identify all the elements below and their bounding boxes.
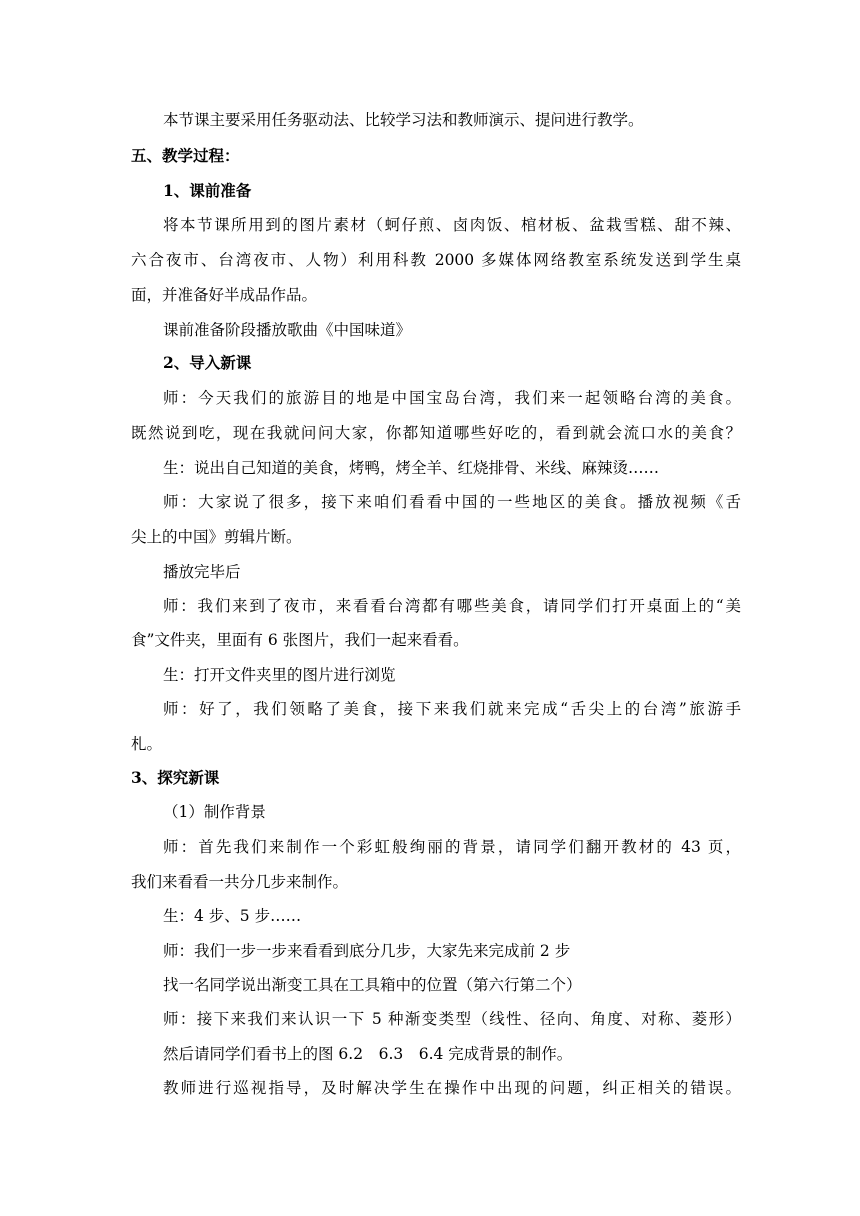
paragraph-line: 师：大家说了很多，接下来咱们看看中国的一些地区的美食。播放视频《舌 bbox=[163, 493, 741, 511]
paragraph-line: 既然说到吃，现在我就问问大家，你都知道哪些好吃的，看到就会流口水的美食？ bbox=[131, 424, 741, 442]
paragraph-line: 尖上的中国》剪辑片断。 bbox=[131, 528, 302, 546]
subsection-heading: 2、导入新课 bbox=[163, 353, 252, 372]
subsection-heading: 3、探究新课 bbox=[131, 768, 220, 787]
paragraph-line: 师：我们一步一步来看看到底分几步，大家先来完成前 2 步 bbox=[163, 942, 571, 960]
paragraph-line: 师：我们来到了夜市，来看看台湾都有哪些美食，请同学们打开桌面上的“美 bbox=[163, 597, 741, 615]
paragraph-line: 六合夜市、台湾夜市、人物）利用科教 2000 多媒体网络教室系统发送到学生桌 bbox=[131, 251, 741, 269]
paragraph-line: 本节课主要采用任务驱动法、比较学习法和教师演示、提问进行教学。 bbox=[163, 111, 644, 129]
paragraph-line: 师：首先我们来制作一个彩虹般绚丽的背景，请同学们翻开教材的 43 页， bbox=[163, 838, 741, 856]
paragraph-line: 播放完毕后 bbox=[163, 563, 241, 581]
paragraph-line: 札。 bbox=[131, 735, 163, 753]
paragraph-line: 师：今天我们的旅游目的地是中国宝岛台湾，我们来一起领略台湾的美食。 bbox=[163, 389, 741, 407]
paragraph-line: 师：接下来我们来认识一下 5 种渐变类型（线性、径向、角度、对称、菱形） bbox=[163, 1010, 741, 1028]
paragraph-line: 我们来看看一共分几步来制作。 bbox=[131, 873, 349, 891]
paragraph-line: （1）制作背景 bbox=[163, 803, 266, 821]
paragraph-line: 生：说出自己知道的美食，烤鸭，烤全羊、红烧排骨、米线、麻辣烫…… bbox=[163, 459, 660, 477]
paragraph-line: 生：打开文件夹里的图片进行浏览 bbox=[163, 666, 396, 684]
section-heading: 五、教学过程： bbox=[131, 146, 240, 165]
paragraph-line: 课前准备阶段播放歌曲《中国味道》 bbox=[163, 321, 412, 339]
paragraph-line: 面，并准备好半成品作品。 bbox=[131, 286, 318, 304]
paragraph-line: 找一名同学说出渐变工具在工具箱中的位置（第六行第二个） bbox=[163, 976, 582, 994]
paragraph-line: 将本节课所用到的图片素材（蚵仔煎、卤肉饭、棺材板、盆栽雪糕、甜不辣、 bbox=[163, 216, 741, 234]
paragraph-line: 生：4 步、5 步…… bbox=[163, 907, 302, 925]
paragraph-line: 师：好了，我们领略了美食，接下来我们就来完成“舌尖上的台湾”旅游手 bbox=[163, 700, 741, 718]
paragraph-line: 教师进行巡视指导，及时解决学生在操作中出现的问题，纠正相关的错误。 bbox=[163, 1079, 741, 1097]
paragraph-line: 食”文件夹，里面有 6 张图片，我们一起来看看。 bbox=[131, 631, 469, 649]
subsection-heading: 1、课前准备 bbox=[163, 181, 252, 200]
paragraph-line: 然后请同学们看书上的图 6.2 6.3 6.4 完成背景的制作。 bbox=[163, 1045, 573, 1063]
